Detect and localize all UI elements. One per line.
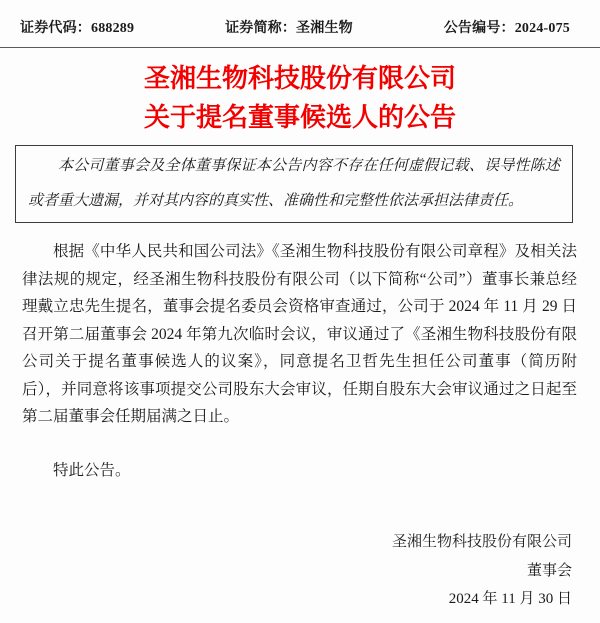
document-title — [0, 59, 600, 137]
signature-date: 2024 年 11 月 30 日 — [448, 591, 572, 607]
disclaimer-text: 本公司董事会及全体董事保证本公告内容不存在任何虚假记载、误导性陈述或者重大遗漏，并对其内容的真实性、准确性和完整性依法承担法律责任。 — [28, 158, 560, 209]
header-divider — [0, 47, 600, 48]
signature-board: 董事会 — [526, 562, 572, 579]
closing-statement: 特此公告。 — [53, 461, 131, 479]
signature-company: 圣湘生物科技股份有限公司 — [391, 534, 572, 550]
signature-block — [0, 528, 572, 614]
document-header — [0, 0, 600, 37]
announcement-number: 公告编号：2024-075 — [443, 21, 570, 36]
disclaimer-box — [15, 145, 573, 223]
stock-name: 证券简称：圣湘生物 — [225, 21, 353, 36]
title-line-2: 关于提名董事候选人的公告 — [143, 102, 456, 132]
body-paragraph: 根据《中华人民共和国公司法》《圣湘生物科技股份有限公司章程》及相关法律法规的规定，经圣湘生物科技股份有限公司（以下简称“公司”）董事长兼总经理戴立忠先生提名，董事会提名委员会资格审查通过，公司于 2024 年 11 月 29 日召开第二届董事会 2024 年第九次临时会议，审议通过了《圣湘生物科技股份有限公司关于提名董事候选人的议案》，同意提名卫哲先生担任公司董事（简历附后），并同意将该事项提交公司股东大会审议，任期自股东大会审议通过之日起至第二届董事会任期届满之日止。 — [22, 243, 577, 425]
title-line-1: 圣湘生物科技股份有限公司 — [143, 63, 456, 93]
stock-code: 证券代码：688289 — [20, 21, 135, 36]
